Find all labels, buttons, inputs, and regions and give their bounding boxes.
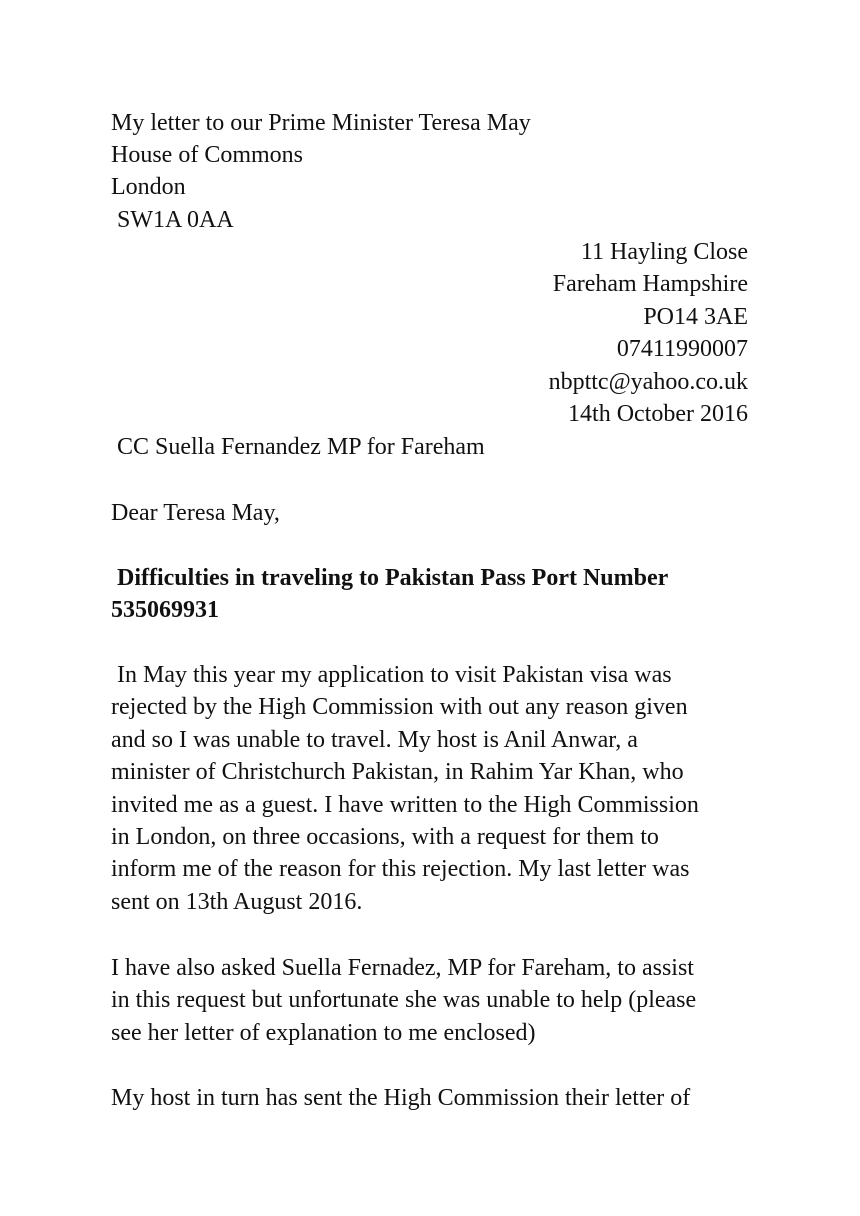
recipient-line: House of Commons — [111, 142, 303, 168]
subject-line: Difficulties in traveling to Pakistan Pass Port Number — [111, 565, 669, 591]
body-paragraph — [111, 1082, 751, 1114]
sender-email: nbpttc@yahoo.co.uk — [548, 368, 748, 395]
body-paragraph — [111, 659, 751, 918]
salutation: Dear Teresa May, — [111, 500, 280, 526]
paragraph-line: minister of Christchurch Pakistan, in Rahim Yar Khan, who — [111, 759, 684, 786]
letter-date: 14th October 2016 — [568, 400, 748, 427]
recipient-line: My letter to our Prime Minister Teresa May — [111, 110, 531, 136]
sender-line: PO14 3AE — [643, 303, 748, 330]
sender-address — [549, 236, 748, 430]
paragraph-line: inform me of the reason for this rejection. My last letter was — [111, 856, 690, 883]
paragraph-line: and so I was unable to travel. My host is Anil Anwar, a — [111, 726, 638, 753]
paragraph-line: in this request but unfortunate she was unable to help (please — [111, 987, 697, 1014]
sender-line: 11 Hayling Close — [580, 239, 748, 265]
paragraph-line: rejected by the High Commission with out any reason given — [111, 694, 688, 721]
paragraph-line: in London, on three occasions, with a request for them to — [111, 823, 659, 850]
paragraph-line: sent on 13th August 2016. — [111, 888, 363, 915]
recipient-postcode: SW1A 0AA — [111, 207, 234, 233]
paragraph-line: In May this year my application to visit Pakistan visa was — [111, 662, 672, 688]
paragraph-line: invited me as a guest. I have written to the High Commission — [111, 791, 699, 818]
paragraph-line: I have also asked Suella Fernadez, MP for Fareham, to assist — [111, 955, 694, 981]
body-paragraph — [111, 952, 751, 1049]
sender-phone: 07411990007 — [616, 336, 748, 363]
paragraph-line: see her letter of explanation to me enclosed) — [111, 1019, 536, 1046]
sender-line: Fareham Hampshire — [552, 271, 748, 298]
cc-line: CC Suella Fernandez MP for Fareham — [111, 434, 485, 460]
subject-line: 535069931 — [111, 597, 219, 624]
subject-heading — [111, 562, 751, 627]
recipient-line: London — [111, 174, 186, 200]
paragraph-line: My host in turn has sent the High Commission their letter of — [111, 1085, 691, 1111]
